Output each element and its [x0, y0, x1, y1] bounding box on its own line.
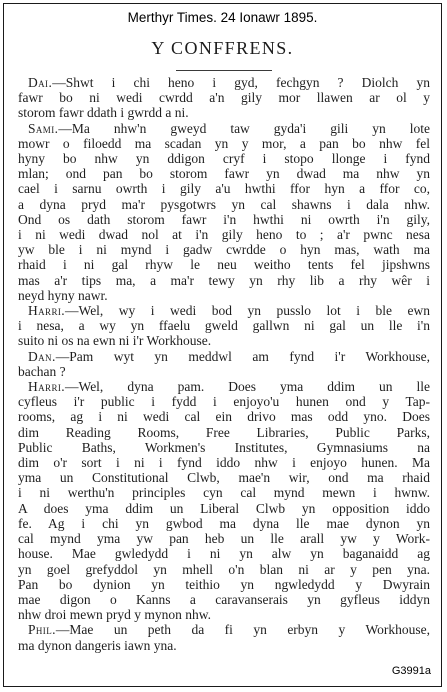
text-line: a dyna pryd ma'r pysgotwrs yn cal shawns i dala nhw. [18, 196, 430, 212]
text-line: i ni werthu'n principles cyn cal mynd mewn i hwnw. [18, 485, 430, 501]
catalog-reference: G3991a [391, 665, 431, 677]
speech-text: —Shwt i chi heno i gyd, fechgyn ? Diolch yn [52, 75, 430, 90]
speech-text: —Mae un peth da fi yn erbyn y Workhouse, [55, 622, 430, 638]
text-line: nhw droi mewn pryd y mynon nhw. [18, 607, 211, 623]
text-line: mas a'r tips ma, a ma'r tewy yn rhy lib a rhy wêr i [18, 272, 430, 288]
text-line: fawr bo ni wedi cwrdd a'n gily mor llawen ar ol y [18, 90, 430, 106]
speech-text: —Wel, dyna pam. Does yma ddim un lle [65, 379, 430, 395]
text-line [18, 303, 430, 318]
text-line: ma dynon dangeris iawn yna. [18, 637, 177, 653]
text-line: bachan ? [18, 363, 66, 379]
text-line: cael i sarnu owrth i gily a'u hwthi ffor hyn a ffor co, [18, 181, 430, 197]
speaker-name: Sami. [28, 120, 59, 136]
speech-text: —Ma nhw'n gweyd taw gyda'i gili yn lote [58, 120, 430, 136]
text-line: cyfleus i'r public i fydd i enjoyo'u hunen ond y Tap- [18, 394, 430, 410]
text-line: dim Reading Rooms, Free Libraries, Public Parks, [18, 424, 430, 440]
text-line: yma un Constitutional Clwb, mae'n wir, ond ma rhaid [18, 470, 430, 486]
text-line: neyd hyny nawr. [18, 287, 108, 303]
speaker-name: Harri. [28, 303, 66, 319]
speaker-name: Dai. [28, 75, 53, 90]
article-title: Y CONFFRENS. [151, 38, 294, 58]
text-line: hyny bo nhw yn ddigon cryf i stopo llonge i fynd [18, 151, 430, 167]
text-line: Ond os dath storom fawr i'n hwthi ni owrth i'n gily, [18, 211, 430, 227]
title-divider [176, 70, 272, 71]
text-line: yn goel grefyddol yn mhell o'n blan ni ar y pen yna. [18, 561, 430, 577]
speaker-name: Dan. [28, 348, 56, 364]
text-line: house. Mae gwledydd i ni yn alw yn baganaidd ag [18, 546, 430, 562]
article-body [18, 75, 430, 653]
text-line [18, 622, 430, 637]
text-line: yw ble i ni mynd i gadw cwrdde o hyn mas, wath ma [18, 242, 430, 258]
text-line: rooms, ag i ni wedi cal ein drivo mas odd yno. Does [18, 409, 430, 425]
dialogue-paragraph [18, 622, 430, 652]
text-line: i ni wedi dwad nol at i'n gily heno to ; a'r pwnc nesa [18, 227, 430, 243]
dialogue-paragraph [18, 75, 430, 121]
text-line: mlan; ond pan bo storom fawr yn dwad ma nhw yn [18, 166, 430, 182]
text-line: cal mynd yma yw pan heb un lle arall yw y Work- [18, 531, 430, 547]
speech-text: —Wel, wy i wedi bod yn pusslo lot i ble ewn [65, 303, 430, 319]
dialogue-paragraph [18, 303, 430, 349]
speaker-name: Harri. [28, 379, 66, 395]
text-line: rhaid i ni gal rhyw le neu weitho tents fel jipshwns [18, 257, 430, 273]
text-line [18, 75, 430, 90]
text-line: suito ni os na ewn ni i'r Workhouse. [18, 333, 212, 349]
newspaper-clipping [3, 3, 442, 687]
dialogue-paragraph [18, 349, 430, 379]
text-line: storom fawr ddath i gwrdd a ni. [18, 105, 189, 121]
text-line: i nesa, a wy yn ffaelu gweld gallwn ni gal un lle i'n [18, 318, 430, 334]
text-line [18, 121, 430, 136]
text-line: Public Baths, Workmen's Institutes, Gymnasiums na [18, 439, 430, 455]
text-line [18, 349, 430, 364]
text-line: Pan bo dynion yn teithio yn ngwledydd y Dwyrain [18, 576, 430, 592]
source-caption: Merthyr Times. 24 Ionawr 1895. [127, 10, 318, 25]
text-line: dim o'r sort i ni i fynd iddo nhw i enjoyo hunen. Ma [18, 455, 430, 471]
text-line: mae digon o Kanns a caravanserais yn gyfleus iddyn [18, 591, 430, 607]
speaker-name: Phil. [28, 622, 56, 638]
speech-text: —Pam wyt yn meddwl am fynd i'r Workhouse, [55, 348, 430, 364]
text-line [18, 379, 430, 394]
text-line: fe. Ag i chi yn gwbod ma dyna lle mae dynon yn [18, 515, 430, 531]
text-line: mowr o filoedd ma scadan yn y mor, a pan bo nhw fel [18, 135, 430, 151]
dialogue-paragraph [18, 121, 430, 303]
dialogue-paragraph [18, 379, 430, 622]
text-line: A does yma ddim un Liberal Clwb yn opposition iddo [18, 500, 430, 516]
